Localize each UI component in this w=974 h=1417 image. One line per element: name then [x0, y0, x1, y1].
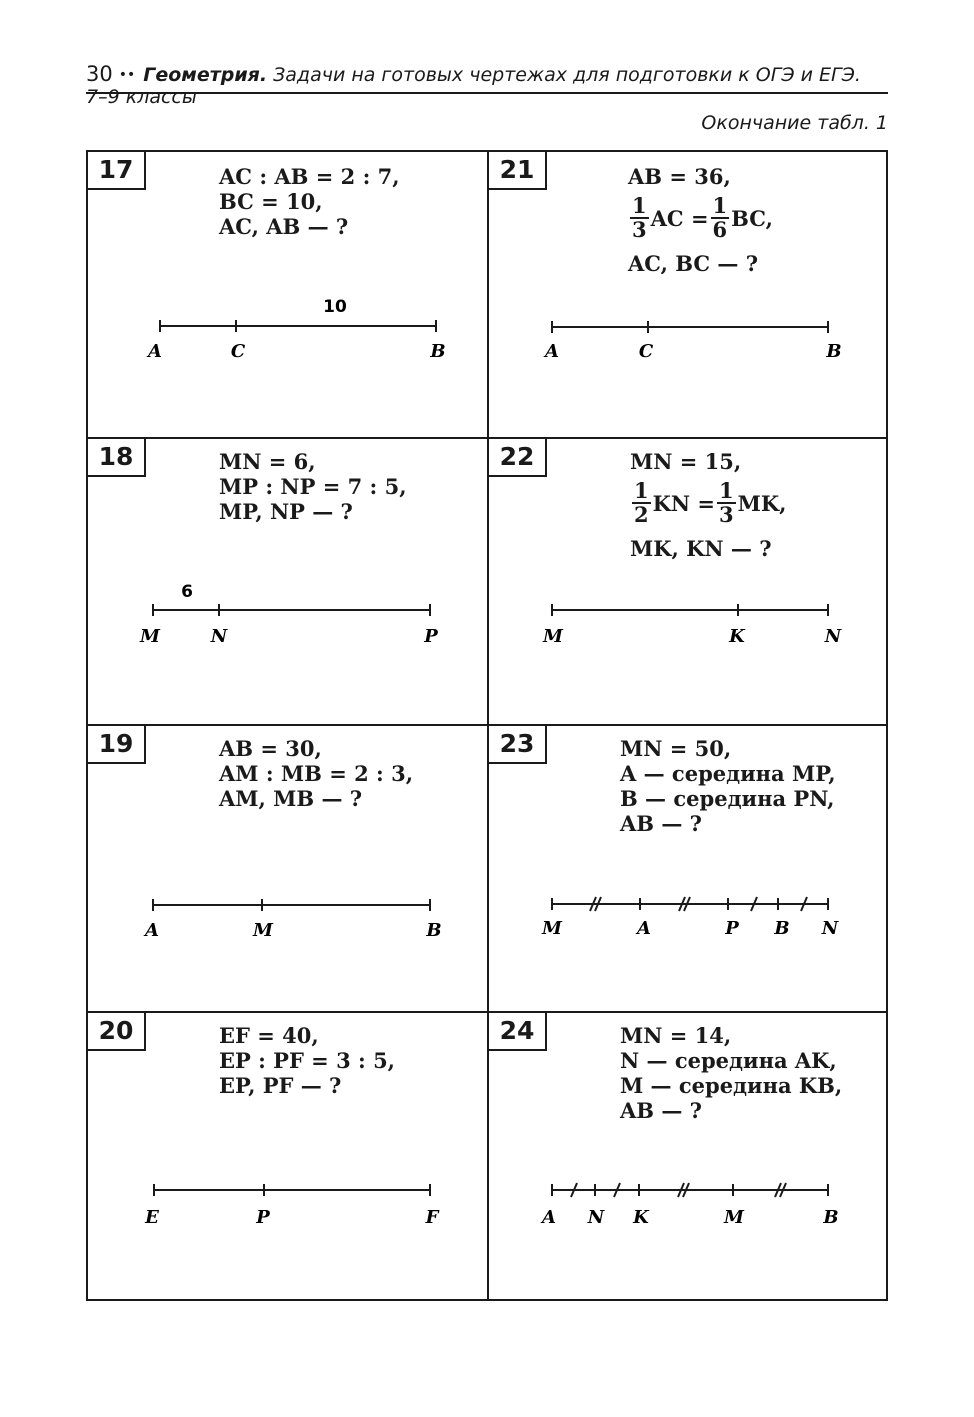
point-label-M: M: [253, 920, 273, 941]
fraction-denominator: 6: [712, 217, 728, 242]
condition-line: AC : AB = 2 : 7,: [219, 164, 400, 189]
problem-number: 21: [489, 152, 547, 190]
segment-figure: [88, 439, 487, 728]
point-label-M: M: [542, 918, 562, 939]
condition-line: AM : MB = 2 : 3,: [219, 761, 414, 786]
point-label-P: P: [424, 626, 438, 647]
problem-number: 19: [88, 726, 146, 764]
fraction-term: MK,: [737, 490, 787, 516]
condition-line: AC, BC — ?: [628, 251, 759, 276]
fraction-term: BC,: [731, 205, 773, 231]
point-label-P: P: [256, 1207, 270, 1228]
condition-line: AB = 36,: [628, 164, 731, 189]
condition-line: MP : NP = 7 : 5,: [219, 474, 407, 499]
point-label-N: N: [824, 626, 842, 647]
condition-line: M — середина KB,: [620, 1073, 843, 1098]
condition-line: MP, NP — ?: [219, 499, 353, 524]
segment-figure: [88, 726, 487, 1015]
condition-line: EF = 40,: [219, 1023, 319, 1048]
condition-line: AB = 30,: [219, 736, 322, 761]
condition-line: AB — ?: [620, 1098, 702, 1123]
segment-value-label: 6: [181, 582, 193, 602]
point-label-A: A: [148, 341, 162, 362]
condition-line: B — середина PN,: [620, 786, 835, 811]
problem-number: 20: [88, 1013, 146, 1051]
condition-line: EP : PF = 3 : 5,: [219, 1048, 395, 1073]
segment-figure: [489, 1013, 886, 1303]
fraction-numerator: 1: [634, 478, 649, 503]
segment-figure: [88, 152, 487, 441]
problem-20-cell: [88, 1013, 487, 1299]
point-label-M: M: [543, 626, 563, 647]
segment-figure: [489, 152, 886, 441]
fraction-term: KN =: [652, 490, 715, 516]
point-label-F: F: [425, 1207, 439, 1228]
point-label-E: E: [145, 1207, 159, 1228]
problem-21-cell: [489, 152, 886, 437]
segment-value-label: 10: [323, 297, 347, 317]
problem-number: 23: [489, 726, 547, 764]
book-subtitle: Задачи на готовых чертежах для подготовки к ОГЭ и ЕГЭ. 7–9 классы: [86, 64, 861, 108]
segment-figure: [489, 726, 886, 1015]
problem-number: 18: [88, 439, 146, 477]
condition-line: AC, AB — ?: [219, 214, 349, 239]
problem-number: 22: [489, 439, 547, 477]
point-label-M: M: [724, 1207, 744, 1228]
condition-line: AB — ?: [620, 811, 702, 836]
point-label-N: N: [821, 918, 839, 939]
point-label-B: B: [826, 341, 842, 362]
condition-line: N — середина AK,: [620, 1048, 837, 1073]
problem-22-cell: [489, 439, 886, 724]
fraction-denominator: 2: [634, 502, 649, 527]
condition-line: A — середина MP,: [620, 761, 836, 786]
table-note: Окончание табл. 1: [701, 112, 888, 134]
condition-line: MN = 15,: [630, 449, 742, 474]
point-label-B: B: [426, 920, 442, 941]
point-label-B: B: [430, 341, 446, 362]
point-label-K: K: [633, 1207, 649, 1228]
fraction-numerator: 1: [712, 193, 728, 218]
fraction-denominator: 3: [632, 217, 647, 242]
segment-figure: [88, 1013, 487, 1303]
point-label-A: A: [637, 918, 651, 939]
problem-19-cell: [88, 726, 487, 1011]
problem-24-cell: [489, 1013, 886, 1299]
point-label-M: M: [140, 626, 160, 647]
point-label-N: N: [587, 1207, 605, 1228]
point-label-B: B: [823, 1207, 839, 1228]
fraction-denominator: 3: [718, 502, 734, 527]
point-label-K: K: [729, 626, 745, 647]
fraction-term: AC =: [650, 205, 709, 231]
point-label-A: A: [545, 341, 559, 362]
condition-line: MN = 6,: [219, 449, 316, 474]
point-label-A: A: [145, 920, 159, 941]
point-label-N: N: [210, 626, 228, 647]
condition-line: AM, MB — ?: [219, 786, 363, 811]
segment-figure: [489, 439, 886, 728]
page-number: 30: [86, 62, 113, 86]
condition-line: BC = 10,: [219, 189, 323, 214]
point-label-B: B: [774, 918, 790, 939]
problem-17-cell: [88, 152, 487, 437]
header-dots: ••: [118, 67, 136, 83]
point-label-P: P: [725, 918, 739, 939]
condition-line: EP, PF — ?: [219, 1073, 342, 1098]
page-header: [86, 62, 888, 108]
problem-number: 17: [88, 152, 146, 190]
point-label-C: C: [230, 341, 246, 362]
condition-line: MN = 50,: [620, 736, 732, 761]
problem-18-cell: [88, 439, 487, 724]
fraction-numerator: 1: [632, 193, 647, 218]
book-title: Геометрия.: [143, 64, 268, 86]
point-label-C: C: [638, 341, 654, 362]
condition-line: MN = 14,: [620, 1023, 732, 1048]
problem-number: 24: [489, 1013, 547, 1051]
condition-line: MK, KN — ?: [630, 536, 772, 561]
point-label-A: A: [542, 1207, 556, 1228]
fraction-numerator: 1: [718, 478, 734, 503]
problem-23-cell: [489, 726, 886, 1011]
